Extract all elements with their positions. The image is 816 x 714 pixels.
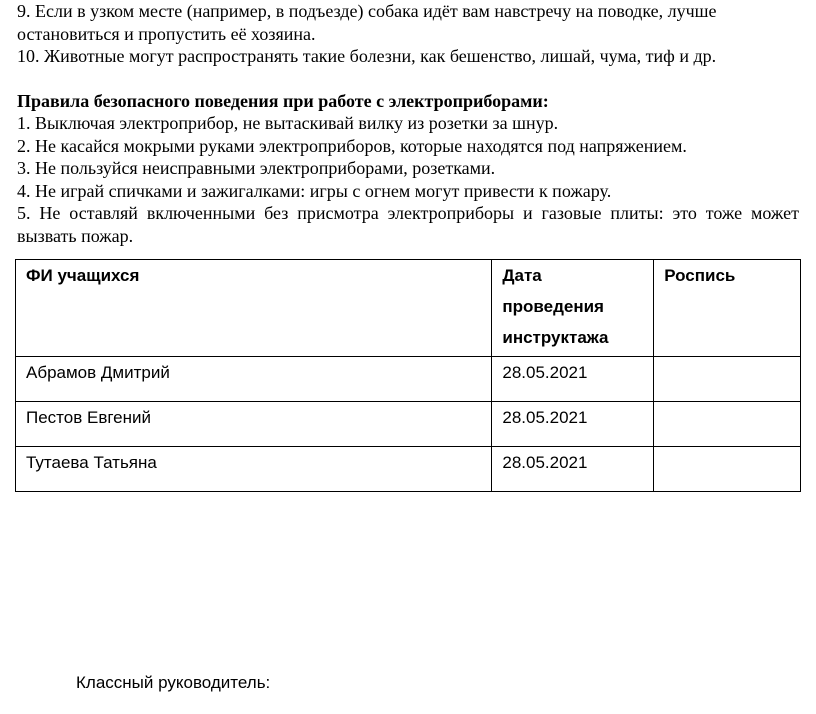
rule-item-4: 4. Не играй спичками и зажигалками: игры с огнем могут привести к пожару. <box>17 180 612 201</box>
header-date-line-1: Дата <box>502 266 542 285</box>
header-instruction-date <box>492 260 654 357</box>
signature-cell[interactable] <box>654 357 801 402</box>
header-student-name: ФИ учащихся <box>16 260 492 357</box>
intro-line-3: 10. Животные могут распространять такие болезни, как бешенство, лишай, чума, тиф и др. <box>17 46 717 66</box>
class-teacher-label: Классный руководитель: <box>76 673 271 692</box>
table-row <box>16 447 801 492</box>
student-name-cell: Пестов Евгений <box>16 402 492 447</box>
rule-item-2: 2. Не касайся мокрыми руками электроприборов, которые находятся под напряжением. <box>17 135 687 156</box>
rule-item-5: 5. Не оставляй включенными без присмотра электроприборы и газовые плиты: это тоже может вызвать пожар. <box>17 203 799 246</box>
signature-cell[interactable] <box>654 402 801 447</box>
intro-line-2: остановиться и пропустить её хозяина. <box>17 23 316 44</box>
intro-line-1: 9. Если в узком месте (например, в подъезде) собака идёт вам навстречу на поводке, лучше <box>17 1 717 21</box>
date-cell: 28.05.2021 <box>492 447 654 492</box>
header-date-line-3: инструктажа <box>502 328 609 347</box>
instruction-roster-table <box>15 259 801 492</box>
header-signature: Роспись <box>654 260 801 357</box>
table-header-row <box>16 260 801 357</box>
rules-heading: Правила безопасного поведения при работе с электроприборами: <box>17 90 549 111</box>
header-date-line-2: проведения <box>502 297 604 316</box>
rule-item-3: 3. Не пользуйся неисправными электроприборами, розетками. <box>17 158 496 178</box>
spacer <box>17 68 816 90</box>
date-cell: 28.05.2021 <box>492 402 654 447</box>
student-name-cell: Абрамов Дмитрий <box>16 357 492 402</box>
signature-cell[interactable] <box>654 447 801 492</box>
student-name-cell: Тутаева Татьяна <box>16 447 492 492</box>
rule-item-1: 1. Выключая электроприбор, не вытаскивай вилку из розетки за шнур. <box>17 113 559 133</box>
document-body <box>17 0 816 247</box>
table-row <box>16 357 801 402</box>
date-cell: 28.05.2021 <box>492 357 654 402</box>
table-row <box>16 402 801 447</box>
